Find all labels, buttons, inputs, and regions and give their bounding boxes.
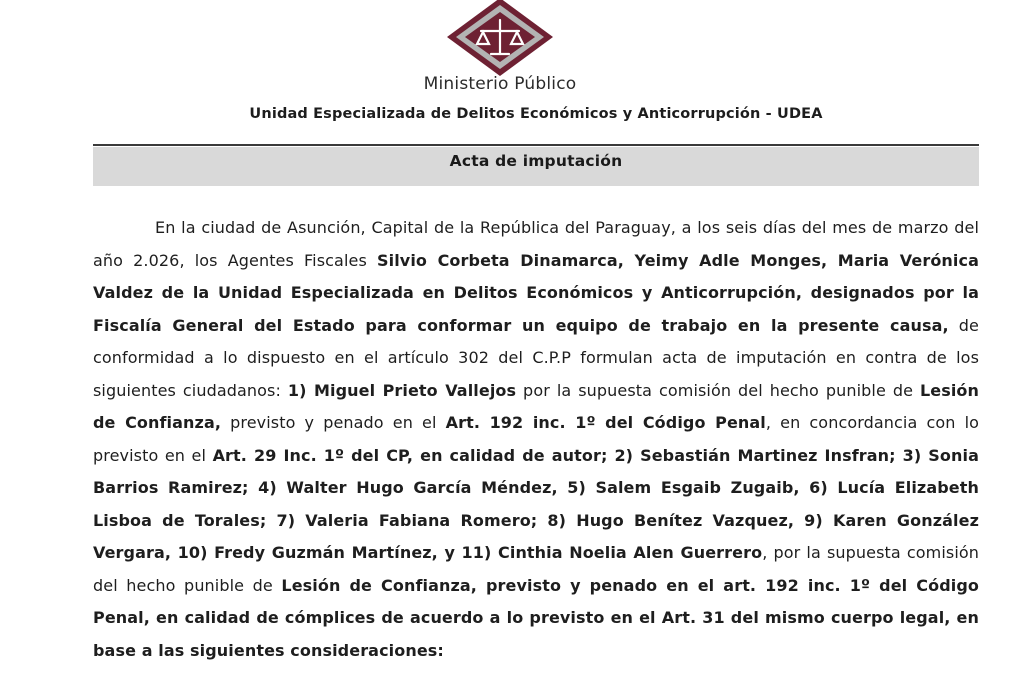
title-band <box>93 147 979 186</box>
text-run: , por la supuesta comisión del hecho punible de <box>93 543 980 595</box>
bold-text-run: Art. 29 Inc. 1º del CP, en calidad de autor; 2) Sebastián Martinez Insfran; 3) Sonia Barrios Ramirez; 4) Walter Hugo García Méndez, 5) Salem Esgaib Zugaib, 6) Lucía Elizabeth Lisboa de Torales; 7) Valeria Fabiana Romero; 8) Hugo Benítez Vazquez, 9) Karen González Vergara, 10) Fredy Guzmán Martínez, y 11) Cinthia Noelia Alen Guerrero <box>93 445 979 562</box>
bold-text-run: Silvio Corbeta Dinamarca, Yeimy Adle Monges, Maria Verónica Valdez de la Unidad Especializada en Delitos Económicos y Anticorrupción, designados por la Fiscalía General del Estado para conformar un equipo de trabajo en la presente causa, <box>93 250 979 335</box>
text-run: por la supuesta comisión del hecho punible de <box>516 380 920 400</box>
text-run: En la ciudad de Asunción, Capital de la República del Paraguay, a los seis días del mes de marzo del año 2.026, los Agentes Fiscales <box>93 218 979 270</box>
document-title: Acta de imputación <box>449 152 623 170</box>
bold-text-run: Art. 192 inc. 1º del Código Penal <box>445 413 766 432</box>
ministerio-publico-logo <box>445 0 555 76</box>
institution-name: Ministerio Público <box>423 74 577 94</box>
header-divider <box>93 144 979 146</box>
text-run: de conformidad a lo dispuesto en el artículo 302 del C.P.P formulan acta de imputación en contra de los siguientes ciudadanos: <box>93 315 979 400</box>
bold-text-run: 1) Miguel Prieto Vallejos <box>287 380 517 400</box>
unit-name: Unidad Especializada de Delitos Económicos y Anticorrupción - UDEA <box>249 106 823 122</box>
bold-text-run: Lesión de Confianza, previsto y penado en el art. 192 inc. 1º del Código Penal, en calidad de cómplices de acuerdo a lo previsto en el Art. 31 del mismo cuerpo legal, en base a las siguientes consideraciones: <box>93 575 979 660</box>
imputation-paragraph <box>93 212 979 667</box>
document-header <box>0 0 1024 130</box>
bold-text-run: Lesión de Confianza, <box>93 380 980 432</box>
text-run: previsto y penado en el <box>221 413 446 432</box>
text-run: , en concordancia con lo previsto en el <box>93 413 979 465</box>
